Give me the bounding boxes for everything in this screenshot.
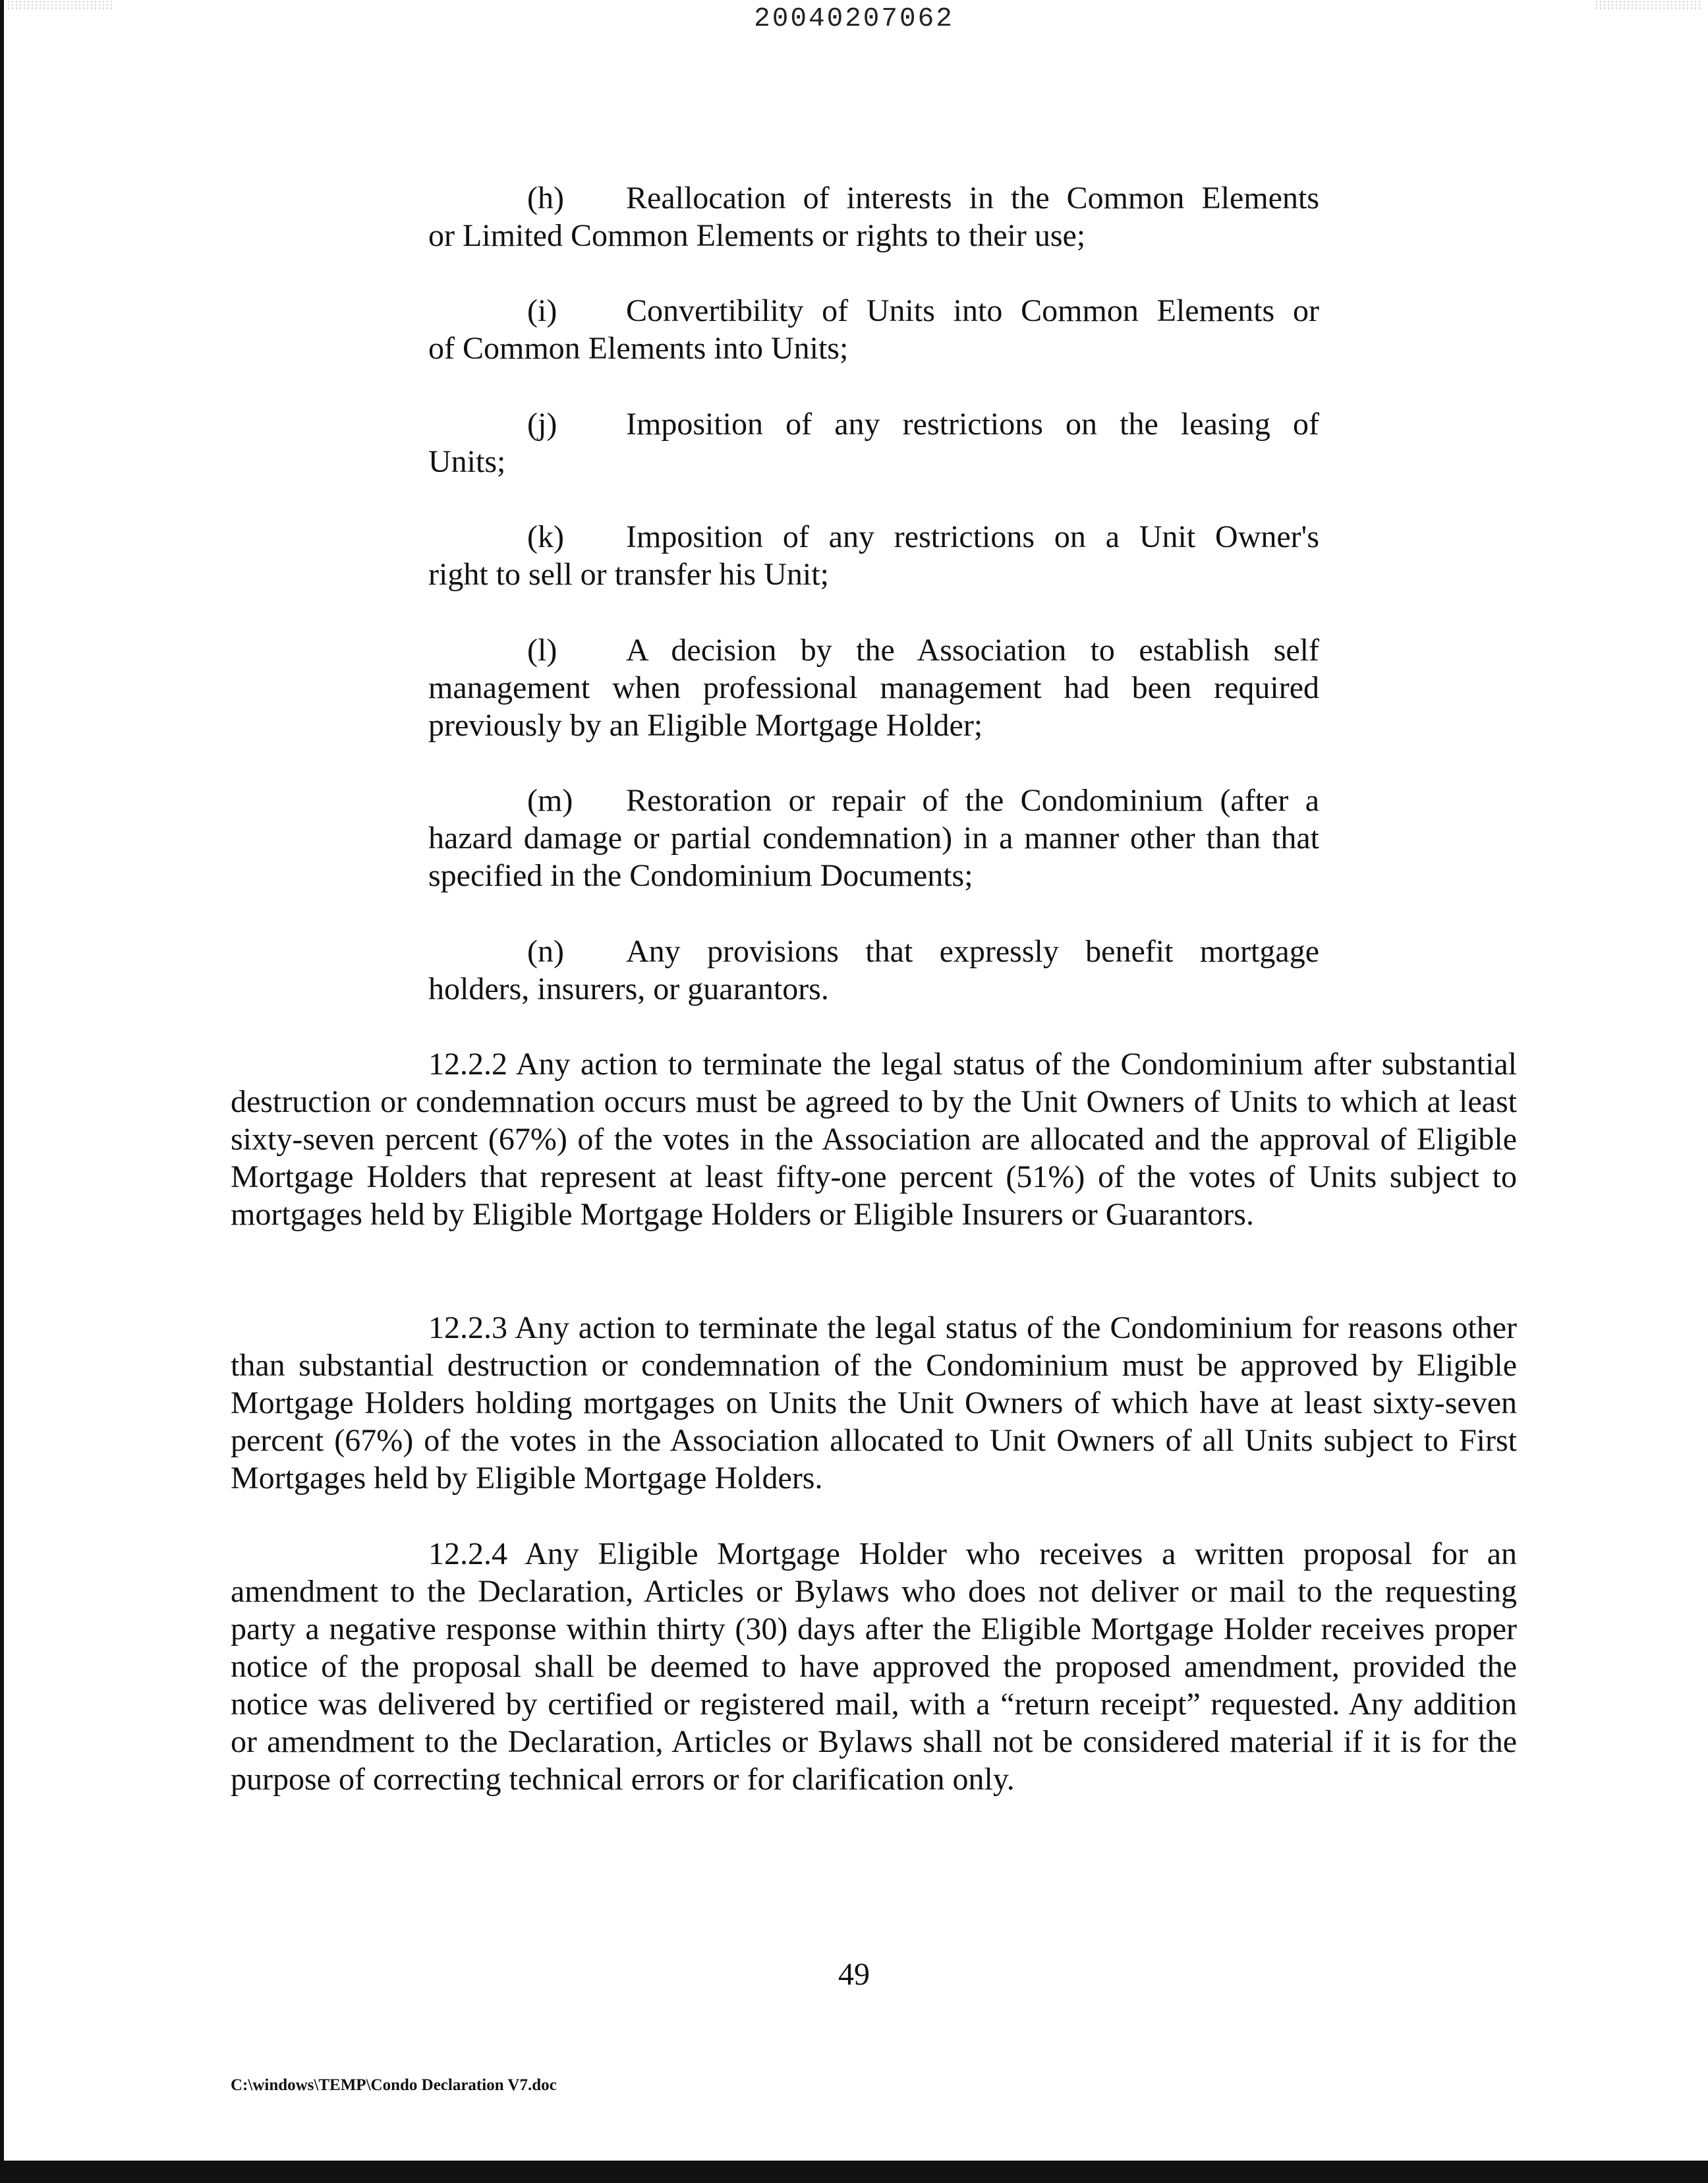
subitem-first-line: Restoration or repair of the Condominium (after a (626, 783, 1319, 818)
subitem-first-line: Imposition of any restrictions on the leasing of (626, 407, 1319, 442)
scan-left-edge (0, 0, 4, 2183)
subitem-continuation: or Limited Common Elements or rights to their use; (428, 218, 1086, 253)
subitem-label: (k) (527, 519, 564, 554)
subitem-continuation: management when professional management had been required previously by an Eligible Mortgage Holder; (428, 670, 1319, 743)
subitem-continuation: Units; (428, 444, 506, 479)
subitem-first-line: A decision by the Association to establish self (626, 633, 1319, 668)
subitem-continuation: hazard damage or partial condemnation) in a manner other than that specified in the Condominium Documents; (428, 821, 1319, 893)
paragraph-12-2-3: 12.2.3 Any action to terminate the legal status of the Condominium for reasons other than substantial destruction or condemnation of the Condominium must be approved by Eligible Mortgage Holders holding mortgages on Units the Unit Owners of which have at least sixty-seven percent (67%) of the votes in the Association allocated to Unit Owners of all Units subject to First Mortgages held by Eligible Mortgage Holders. (231, 1310, 1517, 1496)
subitem-label: (j) (527, 407, 557, 442)
subitem-label: (h) (527, 181, 564, 216)
subitem-m (428, 782, 1319, 894)
subitem-continuation: right to sell or transfer his Unit; (428, 557, 829, 592)
subitem-label: (m) (527, 783, 573, 818)
subitem-label: (l) (527, 633, 557, 668)
subitem-first-line: Any provisions that expressly benefit mortgage (626, 934, 1319, 969)
subitem-j (428, 405, 1319, 480)
subitem-n (428, 933, 1319, 1008)
paragraph-12-2-2: 12.2.2 Any action to terminate the legal status of the Condominium after substantial destruction or condemnation occurs must be agreed to by the Unit Owners of Units to which at least sixty-seven percent (67%) of the votes in the Association are allocated and the approval of Eligible Mortgage Holders that represent at least fifty-one percent (51%) of the votes of Units subject to mortgages held by Eligible Mortgage Holders or Eligible Insurers or Guarantors. (231, 1047, 1517, 1232)
document-number: 20040207062 (754, 4, 954, 34)
subitem-label: (n) (527, 934, 564, 969)
subitem-k (428, 518, 1319, 593)
subitem-label: (i) (527, 293, 557, 328)
subitem-l (428, 631, 1319, 744)
subitem-continuation: of Common Elements into Units; (428, 331, 849, 366)
subitem-first-line: Reallocation of interests in the Common Elements (626, 181, 1319, 216)
subitem-first-line: Imposition of any restrictions on a Unit Owner's (626, 519, 1319, 554)
page-number: 49 (838, 1957, 870, 1992)
subitem-h (428, 179, 1319, 254)
subitem-continuation: holders, insurers, or guarantors. (428, 972, 829, 1006)
paragraph-12-2-4: 12.2.4 Any Eligible Mortgage Holder who receives a written proposal for an amendment to the Declaration, Articles or Bylaws who does not deliver or mail to the requesting party a negative response within thirty (30) days after the Eligible Mortgage Holder receives proper notice of the proposal shall be deemed to have approved the proposed amendment, provided the notice was delivered by certified or registered mail, with a “return receipt” requested. Any addition or amendment to the Declaration, Articles or Bylaws shall not be considered material if it is for the purpose of correcting technical errors or for clarification only. (231, 1536, 1517, 1797)
file-path: C:\windows\TEMP\Condo Declaration V7.doc (231, 2076, 557, 2094)
scan-bottom-edge (0, 2161, 1708, 2183)
subitem-i (428, 292, 1319, 367)
subitem-first-line: Convertibility of Units into Common Elements or (626, 293, 1319, 328)
